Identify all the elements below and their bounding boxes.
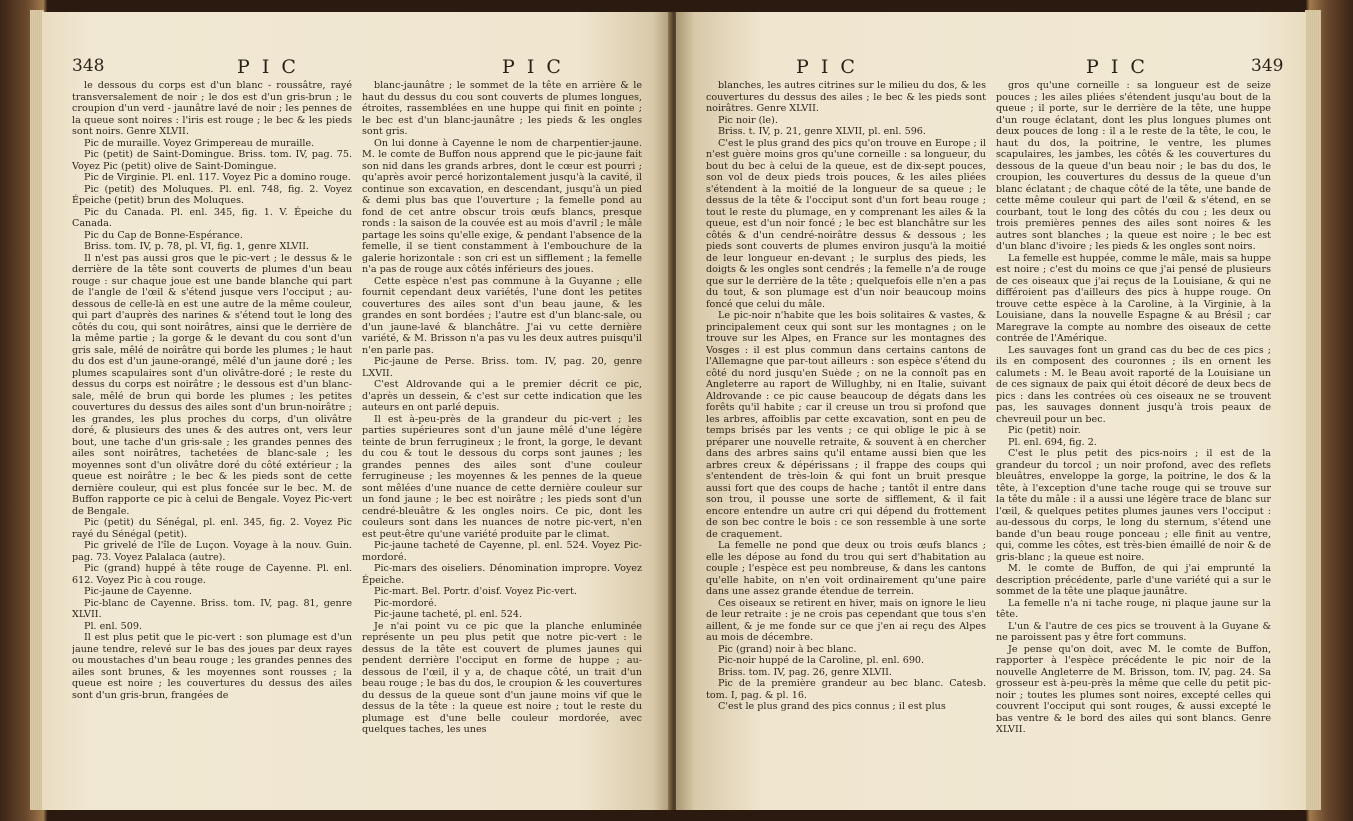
paragraph: C'est le plus petit des pics-noirs ; il est de la grandeur du torcol ; un noir profond, avec des reflets bleuâtres, enveloppe la gorge, la poitrine, le dos & la tête, à l'exception d'une tache rouge qui se trouve sur la tête du mâle : il a aussi une légère trace de blanc sur l'œil, & quelques petites plumes jaunes vers l'occiput : au-dessous du corps, le long du sternum, s'étend une bande d'un beau rouge ponceau ; elle finit au ventre, qui, comme les côtes, est très-bien émaillé de noir & de gris-blanc ; la queue est noire. — [996, 448, 1271, 563]
paragraph: M. le comte de Buffon, de qui j'ai emprunté la description précédente, parle d'une variété qui a sur le sommet de la tête une plaque jaunâtre. — [996, 563, 1271, 597]
paragraph: Il est à-peu-près de la grandeur du pic-vert ; les parties supérieures sont d'un jaune mêlé d'une légère teinte de brun ferrugineux ; le front, la gorge, le devant du cou & tout le dessous du corps sont jaunes ; les grandes pennes des ailes sont d'une couleur ferrugineuse ; les moyennes & les pennes de la queue sont mêlées d'une nuance de cette dernière couleur sur un fond jaune ; le bec est noirâtre ; les pieds sont d'un cendré-bleuâtre & les ongles noirs. Ce pic, dont les couleurs sont dans les nuances de notre pic-vert, n'en est peut-être qu'une variété produite par le climat. — [362, 413, 642, 540]
paragraph: Pic-mart. Bel. Portr. d'oisf. Voyez Pic-vert. — [374, 586, 577, 597]
paragraph: Briss. t. IV, p. 21, genre XLVII, pl. enl. 596. — [718, 126, 926, 137]
paragraph: Pic (petit) noir. — [1008, 425, 1081, 436]
text-column-1 — [72, 80, 352, 802]
paragraph: Cette espèce n'est pas commune à la Guyanne ; elle fournit cependant deux variétés, l'une dont les petites couvertures des ailes sont d'un beau jaune, & les grandes en sont bordées ; l'autre est d'un blanc-sale, ou d'un jaune-lavé & blanchâtre. J'ai vu cette dernière variété, & M. Brisson n'a pas vu les deux autres puisqu'il n'en parle pas. — [362, 275, 642, 356]
paragraph: Briss. tom. IV, pag. 26, genre XLVII. — [718, 666, 892, 678]
paragraph: Pl. enl. 509. — [84, 620, 143, 632]
paragraph: Pic-jaune tacheté, pl. enl. 524. — [374, 609, 523, 620]
paragraph: Pic (grand) huppé à tête rouge de Cayenne. Pl. enl. 612. Voyez Pic à cou rouge. — [72, 563, 352, 586]
paragraph: Pic de la première grandeur au bec blanc. Catesb. tom. I, pag. & pl. 16. — [706, 678, 986, 701]
paragraph: Je pense qu'on doit, avec M. le comte de Buffon, rapporter à l'espèce précédente le pic noir de la nouvelle Angleterre de M. Brisson, tom. IV, pag. 24. Sa grosseur est à-peu-près la même que celle du petit pic-noir ; toutes les plumes sont noires, excepté celles qui couvrent l'occiput qui sont rouges, & aussi excepté le bas ventre & le bord des ailes qui sont blancs. Genre XLVII. — [996, 643, 1271, 735]
right-page-edges — [1305, 10, 1321, 810]
paragraph: Je n'ai point vu ce pic que la planche enluminée représente un peu plus petit que notre pic-vert : le dessus de la tête est couvert de plumes jaunes qui pendent derrière l'occiput en forme de huppe ; au-dessous de l'œil, il y a, de chaque côté, un trait d'un beau rouge ; le bas du dos, le croupion & les couvertures du dessus de la queue sont d'un jaune moins vif que le dessus de la tête : la queue est noire ; tout le reste du plumage est d'une belle couleur mordorée, avec quelques taches, les unes — [362, 620, 642, 735]
paragraph: La femelle n'a ni tache rouge, ni plaque jaune sur la tête. — [996, 597, 1271, 620]
paragraph: Pic-noir huppé de la Caroline, pl. enl. 690. — [718, 655, 925, 666]
paragraph: gros qu'une corneille : sa longueur est de seize pouces ; les ailes pliées s'étendent jusqu'au bout de la queue ; il porte, sur le derrière de la tête, une huppe d'un rouge éclatant, dont les plus longues plumes ont deux pouces de long : il a le reste de la tête, le cou, le haut du dos, la poitrine, le ventre, les plumes scapulaires, les jambes, les côtés & les couvertures du dessous de la queue d'un beau noir ; le bas du dos, le croupion, les couvertures du dessus de la queue d'un blanc éclatant ; de chaque côté de la tête, une bande de cette même couleur qui part de l'œil & s'étend, en se courbant, tout le long des côtés du cou ; les deux ou trois premières pennes des ailes sont noires & les autres sont blanches ; la queue est noire ; le bec est d'un blanc d'ivoire ; les pieds & les ongles sont noirs. — [996, 80, 1271, 252]
running-header: P I C — [1086, 56, 1148, 78]
paragraph: C'est le plus grand des pics qu'on trouve en Europe ; il n'est guère moins gros qu'une corneille : sa longueur, du bout du bec à celui de la queue, est de dix-sept pouces, son vol de deux pieds trois pouces, & les ailes pliées s'étendent à la moitié de la longueur de sa queue ; le dessus de la tête & l'occiput sont d'un fort beau rouge ; tout le reste du plumage, en y comprenant les ailes & la queue, est d'un noir foncé ; le bec est blanchâtre sur les côtés & d'un cendré-noirâtre dessus & dessous ; les pieds sont couverts de plumes environ jusqu'à la moitié de leur longueur en-devant ; le surplus des pieds, les doigts & les ongles sont cendrés ; la femelle n'a de rouge que sur le derrière de la tête ; quelquefois elle n'en a pas du tout, & son plumage est d'un noir beaucoup moins foncé que celui du mâle. — [706, 137, 986, 310]
paragraph: Il est plus petit que le pic-vert : son plumage est d'un jaune tendre, relevé sur le bas des joues par deux rayes ou moustaches d'un beau rouge ; les grandes pennes des ailes sont brunes, & les moyennes sont rousses ; la queue est noire ; les couvertures du dessus des ailes sont d'un gris-brun, frangées de — [72, 632, 352, 701]
running-header: P I C — [237, 56, 299, 78]
paragraph: Le pic-noir n'habite que les bois solitaires & vastes, & principalement ceux qui sont sur les montagnes ; on le trouve sur les Alpes, en France sur les montagnes des Vosges : il est plus commun dans certains cantons de l'Allemagne que par-tout ailleurs : son espèce s'étend du côté du nord jusqu'en Suède ; on ne la connoît pas en Angleterre au raport de Willughby, ni en Italie, suivant Aldrovande : ce pic cause beaucoup de dégats dans les forêts qu'il habite ; car il creuse un trou si profond que les arbres, affoiblis par cette excavation, sont en peu de temps brisés par les vents ; ce qui oblige le pic à se préparer une nouvelle retraite, & souvent à en chercher dans des arbres sains qu'il entame aussi bien que les arbres creux & dépérissans ; il frappe des coups qui s'entendent de très-loin & qui font un bruit presque aussi fort que des coups de hache ; tantôt il entre dans son trou, il pousse une sorte de sifflement, & il fait encore entendre un autre cri qui dépend du frottement de son bec contre le bois : ce son ressemble à une sorte de craquement. — [706, 310, 986, 540]
paragraph: Pic de muraille. Voyez Grimpereau de muraille. — [84, 137, 315, 149]
paragraph: Briss. tom. IV, p. 78, pl. VI, fig. 1, genre XLVII. — [84, 241, 310, 252]
paragraph: Les sauvages font un grand cas du bec de ces pics ; ils en composent des couronnes ; ils en ornent les calumets : M. le Beau avoit raporté de la Louisiane un de ces signaux de paix qui étoit décoré de deux becs de pics : dans les contrées où ces oiseaux ne se trouvent pas, les sauvages donnent jusqu'à trois peaux de chevreuil pour un bec. — [996, 344, 1271, 425]
text-column-2 — [996, 80, 1271, 802]
paragraph: Pic (grand) noir à bec blanc. — [718, 643, 857, 655]
paragraph: La femelle est huppée, comme le mâle, mais sa huppe est noire ; c'est du moins ce que j'ai pensé de plusieurs de ces oiseaux que j'ai reçus de la Louisiane, & qui ne différoient pas d'ailleurs des pics à huppe rouge. On trouve cette espèce à la Caroline, à la Virginie, à la Louisiane, dans la nouvelle Espagne & au Brésil ; car Maregrave la compte au nombre des oiseaux de cette contrée de l'Amérique. — [996, 252, 1271, 344]
paragraph: Pic (petit) du Sénégal, pl. enl. 345, fig. 2. Voyez Pic rayé du Sénégal (petit). — [72, 517, 352, 540]
paragraph: Il n'est pas aussi gros que le pic-vert ; le dessus & le derrière de la tête sont couverts de plumes d'un beau rouge : sur chaque joue est une bande blanche qui part de l'angle de l'œil & s'étend jusque vers l'occiput ; au-dessous de celle-là en est une autre de la même couleur, qui part d'auprès des narines & s'étend tout le long des côtés du cou, qui sont noirâtres, ainsi que le derrière de la même partie ; la gorge & le devant du cou sont d'un gris sale, mêlé de noirâtre qui borde les plumes ; le haut du dos est d'un jaune-orangé, mêlé d'un jaune doré ; les plumes scapulaires sont d'un olivâtre-doré ; le reste du dessus du corps est noirâtre ; le dessous est d'un blanc-sale, mêlé de brun qui borde les plumes ; les petites couvertures du dessus des ailes sont d'un brun-noirâtre ; les grandes, les plus proches du corps, d'un olivâtre doré, & plusieurs des unes & des autres ont, vers leur bout, une tache d'un gris-sale ; les grandes pennes des ailes sont noirâtres, tachetées de blanc-sale ; les moyennes sont d'un olivâtre doré du côté extérieur ; la queue est noirâtre ; le bec & les pieds sont de cette dernière couleur, qui est plus foncée sur le bec. M. de Buffon rapporte ce pic à celui de Bengale. Voyez Pic-vert de Bengale. — [72, 252, 352, 517]
paragraph: Pic-jaune de Cayenne. — [84, 586, 193, 597]
paragraph: Pic (petit) des Moluques. Pl. enl. 748, fig. 2. Voyez Épeiche (petit) brun des Moluques. — [72, 183, 352, 206]
right-page — [676, 12, 1306, 810]
paragraph: blanc-jaunâtre ; le sommet de la tête en arrière & le haut du dessus du cou sont couverts de plumes longues, étroites, rassemblées en une huppe qui finit en pointe ; le bec est d'un blanc-jaunâtre ; les pieds & les ongles sont gris. — [362, 80, 642, 137]
left-page — [42, 12, 672, 810]
paragraph: Ces oiseaux se retirent en hiver, mais on ignore le lieu de leur retraite : je ne crois pas cependant que tous s'en aillent, & je me fonde sur ce que j'en ai reçu des Alpes au mois de décembre. — [706, 597, 986, 643]
paragraph: Pic-blanc de Cayenne. Briss. tom. IV, pag. 81, genre XLVII. — [72, 597, 352, 620]
text-column-2 — [362, 80, 642, 802]
paragraph: C'est Aldrovande qui a le premier décrit ce pic, d'après un dessein, & c'est sur cette indication que les auteurs en ont parlé depuis. — [362, 379, 642, 413]
paragraph: La femelle ne pond que deux ou trois œufs blancs ; elle les dépose au fond du trou qui sert d'habitation au couple ; l'espèce est peu nombreuse, & dans les cantons qu'elle habite, on n'en voit ordinairement qu'une paire dans une assez grande étendue de terrein. — [706, 540, 986, 597]
paragraph: Pic-mars des oiseliers. Dénomination impropre. Voyez Épeiche. — [362, 563, 642, 586]
page-number: 349 — [1251, 56, 1284, 76]
paragraph: Pl. enl. 694, fig. 2. — [1008, 436, 1097, 448]
paragraph: blanches, les autres citrines sur le milieu du dos, & les couvertures du dessus des ailes ; le bec & les pieds sont noirâtres. Genre XLVII. — [706, 80, 986, 114]
paragraph: le dessous du corps est d'un blanc - roussâtre, rayé transversalement de noir ; le dos est d'un gris-brun ; le croupion d'un verd - jaunâtre lavé de noir ; les pennes de la queue sont noires : l'iris est rouge ; le bec & les pieds sont noirs. Genre XLVII. — [72, 80, 352, 137]
paragraph: Pic du Canada. Pl. enl. 345, fig. 1. V. Épeiche du Canada. — [72, 206, 352, 229]
paragraph: On lui donne à Cayenne le nom de charpentier-jaune. M. le comte de Buffon nous apprend que le pic-jaune fait son nid dans les grands arbres, dont le cœur est pourri ; qu'après avoir percé horizontalement jusqu'à la cavité, il continue son excavation, en descendant, jusqu'à un pied & demi plus bas que l'ouverture ; la femelle pond au fond de cet antre obscur trois œufs blancs, presque ronds : la saison de la couvée est au mois d'avril ; le mâle partage les soins qu'elle exige, & pendant l'absence de la femelle, il se tient constamment à l'embouchure de la galerie horizontale : son cri est un sifflement ; la femelle n'a pas de rouge aux côtés inférieurs des joues. — [362, 137, 642, 275]
running-header: P I C — [796, 56, 858, 78]
paragraph: Pic-jaune tacheté de Cayenne, pl. enl. 524. Voyez Pic-mordoré. — [362, 540, 642, 563]
paragraph: Pic de Virginie. Pl. enl. 117. Voyez Pic a domino rouge. — [84, 172, 351, 183]
page-number: 348 — [72, 56, 105, 76]
paragraph: Pic-mordoré. — [374, 597, 437, 609]
paragraph: Pic du Cap de Bonne-Espérance. — [84, 229, 243, 241]
paragraph: Pic noir (le). — [718, 114, 778, 126]
paragraph: L'un & l'autre de ces pics se trouvent à la Guyane & ne paroissent pas y être fort communs. — [996, 620, 1271, 643]
running-header: P I C — [502, 56, 564, 78]
text-column-1 — [706, 80, 986, 802]
paragraph: Pic (petit) de Saint-Domingue. Briss. tom. IV, pag. 75. Voyez Pic (petit) olive de Saint-Domingue. — [72, 149, 352, 172]
paragraph: C'est le plus grand des pics connus ; il est plus — [718, 701, 946, 712]
paragraph: Pic-jaune de Perse. Briss. tom. IV, pag. 20, genre LXVII. — [362, 356, 642, 379]
paragraph: Pic grivelé de l'île de Luçon. Voyage à la nouv. Guin. pag. 73. Voyez Palalaca (autre). — [72, 540, 352, 563]
